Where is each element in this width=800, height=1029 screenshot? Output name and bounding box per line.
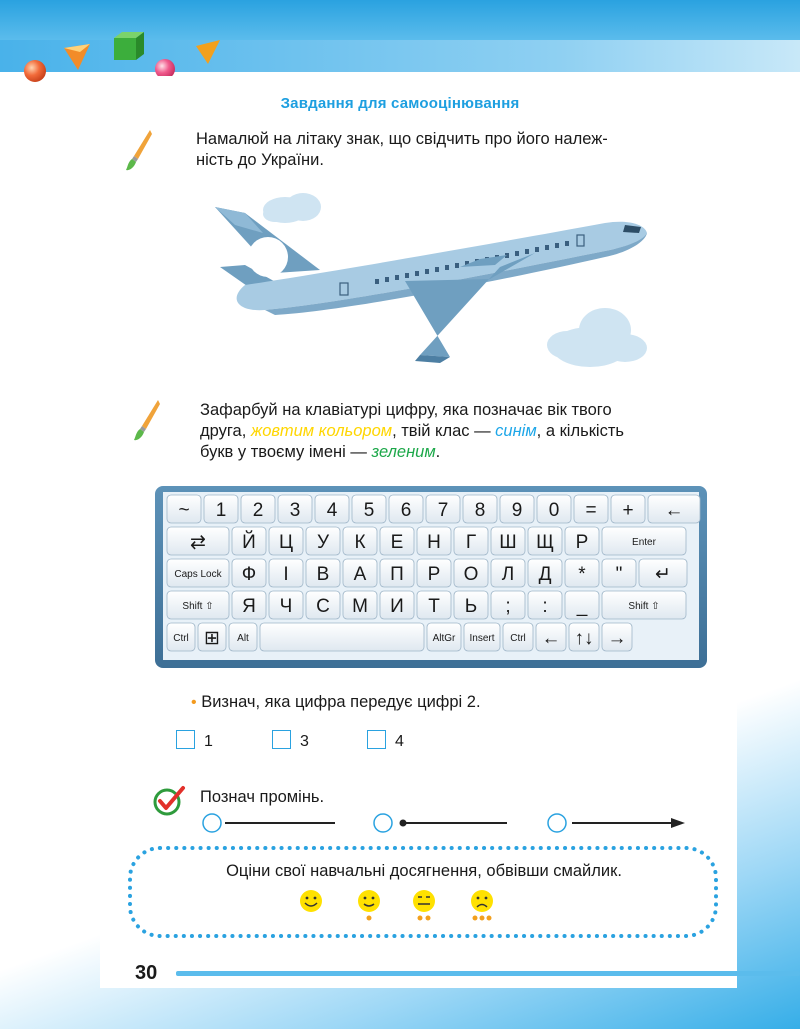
blue-color-word: синім bbox=[495, 422, 537, 440]
task2-line3 bbox=[200, 442, 740, 463]
bullet-icon: • bbox=[191, 694, 197, 711]
checkbox[interactable] bbox=[176, 730, 195, 749]
keyboard-key-label: 9 bbox=[511, 500, 523, 521]
keyboard-key-label: М bbox=[352, 596, 368, 617]
keyboard-key-label: У bbox=[316, 532, 330, 553]
keyboard-key-label: Ч bbox=[279, 596, 293, 617]
option-label: 4 bbox=[395, 733, 404, 750]
question-text: Визнач, яка цифра передує цифрі 2. bbox=[201, 693, 481, 711]
keyboard-key-label: → bbox=[607, 628, 627, 649]
emblem-placeholder bbox=[248, 237, 288, 277]
keyboard-key-label: ⇄ bbox=[190, 532, 206, 553]
smiley-sad-icon[interactable] bbox=[471, 890, 493, 921]
keyboard-key-label: Shift ⇧ bbox=[182, 601, 214, 612]
keyboard-key-label: Insert bbox=[469, 633, 495, 644]
option-label: 3 bbox=[300, 733, 309, 750]
cone-icon-small bbox=[196, 40, 220, 64]
green-color-word: зеленим bbox=[371, 443, 436, 461]
question bbox=[191, 693, 481, 712]
keyboard-key-label: Caps Lock bbox=[174, 569, 222, 580]
keyboard-key-label: 6 bbox=[400, 500, 412, 521]
keyboard-key-label: Т bbox=[428, 596, 440, 617]
keyboard-key-label: ; bbox=[505, 596, 511, 617]
keyboard-key-label: Н bbox=[427, 532, 441, 553]
task1-text bbox=[196, 129, 736, 171]
checkbox[interactable] bbox=[272, 730, 291, 749]
segment-option[interactable] bbox=[203, 814, 335, 832]
page-line bbox=[176, 971, 800, 976]
smiley-neutral-icon[interactable] bbox=[413, 890, 435, 921]
keyboard-key-label: ↑↓ bbox=[574, 628, 594, 649]
keyboard-key-label: Д bbox=[538, 564, 552, 585]
keyboard-key-label: + bbox=[622, 500, 634, 521]
keyboard-key-label: 1 bbox=[215, 500, 227, 521]
keyboard-key-label: Е bbox=[390, 532, 404, 553]
keyboard-key-label: * bbox=[578, 564, 586, 585]
keyboard-key-label: : bbox=[542, 596, 548, 617]
keyboard-key-label: 5 bbox=[363, 500, 375, 521]
keyboard-key-label: Ц bbox=[278, 532, 294, 553]
cloud-icon bbox=[263, 193, 321, 223]
smileys bbox=[297, 887, 507, 929]
keyboard-key-label: А bbox=[353, 564, 367, 585]
text-span: букв у твоєму імені — bbox=[200, 443, 372, 461]
keyboard-key-label: С bbox=[316, 596, 330, 617]
keyboard-key-label: Й bbox=[242, 532, 256, 553]
keyboard-key-label: ⊞ bbox=[204, 628, 220, 649]
keyboard-key-label: = bbox=[585, 500, 597, 521]
task2-line2 bbox=[200, 421, 740, 442]
keyboard-key-label: _ bbox=[576, 596, 588, 617]
airplane-illustration bbox=[205, 185, 665, 375]
smiley-happy-icon[interactable] bbox=[300, 890, 322, 912]
keyboard-key-label: Л bbox=[501, 564, 515, 585]
keyboard-key-label: Г bbox=[465, 532, 477, 553]
keyboard-key-label: И bbox=[390, 596, 404, 617]
keyboard-key-label: 3 bbox=[289, 500, 301, 521]
keyboard-key-label: AltGr bbox=[432, 633, 456, 644]
text-span: , твій клас — bbox=[392, 422, 496, 440]
keyboard-key-label: Alt bbox=[237, 633, 249, 644]
keyboard-key-label: П bbox=[390, 564, 404, 585]
text-span: . bbox=[435, 443, 441, 461]
keyboard-key-label: ← bbox=[664, 500, 684, 521]
keyboard-key-label: 4 bbox=[326, 500, 338, 521]
keyboard-illustration bbox=[155, 486, 707, 668]
keyboard-key-label: 7 bbox=[437, 500, 449, 521]
keyboard-key-label: Ь bbox=[464, 596, 478, 617]
keyboard-key-label: В bbox=[316, 564, 330, 585]
keyboard-key-label: Enter bbox=[632, 537, 656, 548]
page-number: 30 bbox=[135, 962, 158, 984]
task1-line1: Намалюй на літаку знак, що свідчить про його належ- bbox=[196, 130, 608, 148]
line-figures bbox=[195, 808, 695, 838]
checkmark-icon bbox=[152, 785, 186, 817]
orange-ball-icon bbox=[24, 60, 46, 82]
brush-icon bbox=[132, 398, 162, 442]
text-span: друга, bbox=[200, 422, 251, 440]
keyboard-key-label: ← bbox=[541, 628, 561, 649]
section-title: Завдання для самооцінювання bbox=[280, 95, 520, 112]
brush-icon bbox=[124, 128, 154, 172]
keyboard-key-label: Shift ⇧ bbox=[628, 601, 660, 612]
task2-line1: Зафарбуй на клавіатурі цифру, яка позначає вік твого bbox=[200, 401, 612, 419]
option-label: 1 bbox=[204, 733, 213, 750]
ray-with-point-option[interactable] bbox=[374, 814, 507, 832]
ray-arrow-option[interactable] bbox=[548, 814, 685, 832]
keyboard-key-label: Ctrl bbox=[173, 633, 189, 644]
keyboard-key-label: І bbox=[283, 564, 289, 585]
text-span: , а кількість bbox=[536, 422, 624, 440]
checkbox[interactable] bbox=[367, 730, 386, 749]
assessment-text: Оціни свої навчальні досягнення, обвівши смайлик. bbox=[226, 862, 622, 880]
cloud-icon bbox=[547, 308, 647, 367]
keyboard-key-label: Я bbox=[242, 596, 256, 617]
keyboard-key-label: Р bbox=[575, 532, 589, 553]
keyboard-key-label: Р bbox=[427, 564, 441, 585]
keyboard-key-label: Ctrl bbox=[510, 633, 526, 644]
green-cube-icon bbox=[114, 38, 136, 60]
keyboard-key-label: 8 bbox=[474, 500, 486, 521]
keyboard-key-label: Щ bbox=[536, 532, 554, 553]
keyboard-key-label: 2 bbox=[252, 500, 264, 521]
smiley-smile-icon[interactable] bbox=[358, 890, 380, 921]
keyboard-key-label: " bbox=[615, 564, 623, 585]
keyboard-key-label: 0 bbox=[548, 500, 560, 521]
keyboard-key-label: Ш bbox=[499, 532, 517, 553]
keyboard-key-label: ↵ bbox=[655, 564, 671, 585]
yellow-color-word: жовтим кольором bbox=[250, 422, 393, 440]
task3-text: Познач промінь. bbox=[200, 788, 325, 806]
task2-text bbox=[200, 400, 740, 463]
keyboard-key[interactable] bbox=[260, 623, 424, 651]
keyboard-key-label: К bbox=[354, 532, 366, 553]
keyboard-key-label: Ф bbox=[241, 564, 257, 585]
keyboard-key-label: ~ bbox=[178, 500, 190, 521]
keyboard-key-label: О bbox=[463, 564, 479, 585]
task1-line2: ність до України. bbox=[196, 151, 324, 169]
